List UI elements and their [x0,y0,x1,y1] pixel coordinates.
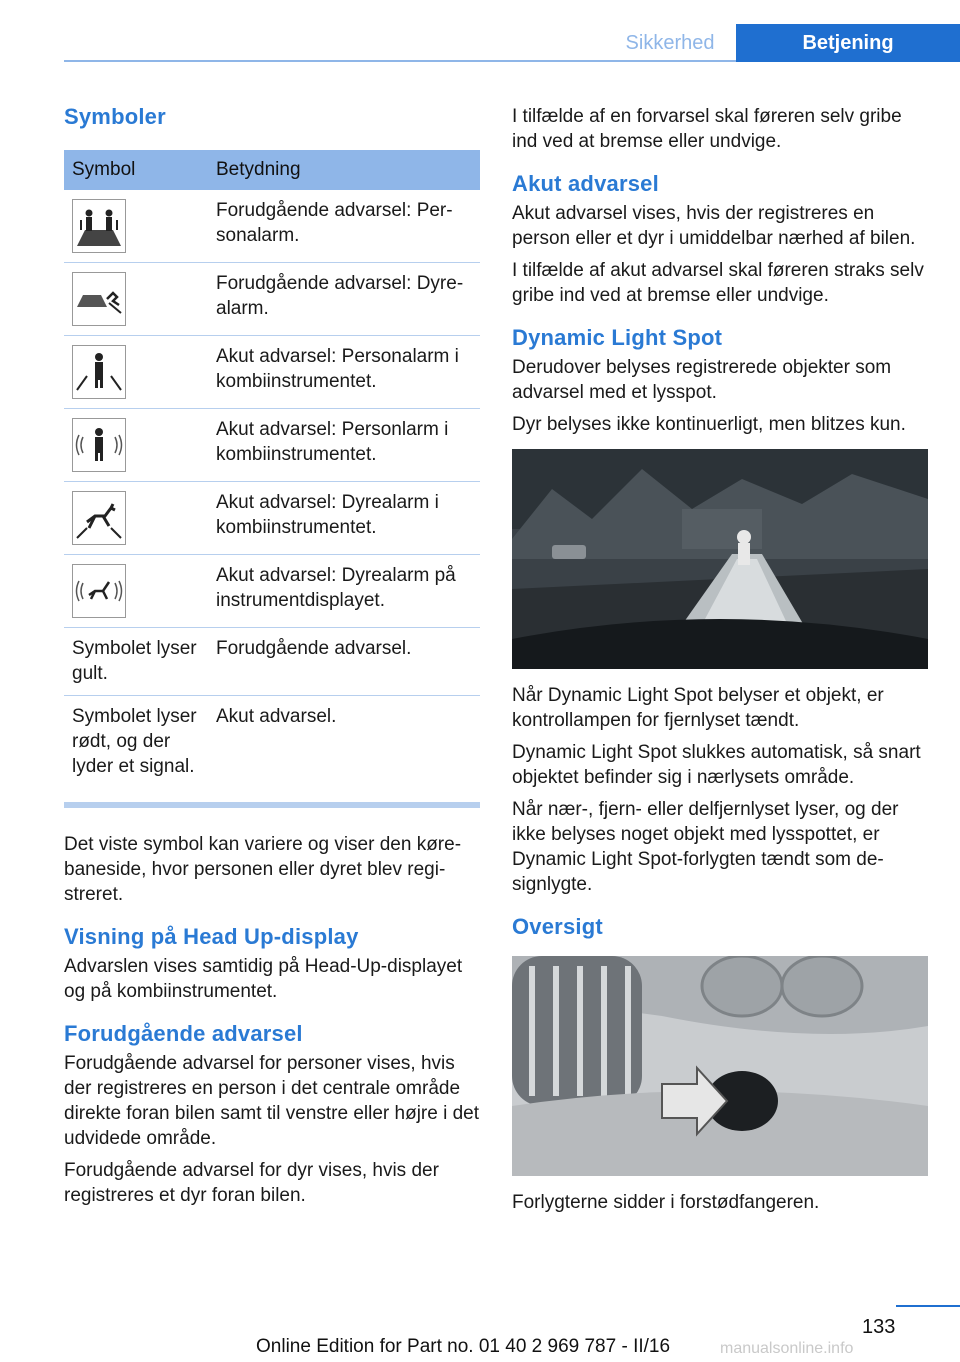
dls-p1: Derudover belyses registrerede objekter som advarsel med et lysspot. [512,357,892,403]
after-table-text: Det viste symbol kan variere og viser den kørebaneside, hvor personen eller dyret blev registreret. [64,834,462,905]
table-row [64,555,480,628]
front-bumper-photo [512,956,928,1176]
person-acute-warning-sound-icon [72,418,126,472]
meaning-cell: Akut advarsel. [216,706,337,727]
pre-warning-heading: Forudgående advarsel [64,1021,303,1046]
symbol-text-cell: Symbolet lyser gult. [64,628,208,696]
acute-p1: Akut advarsel vises, hvis der registreres en person eller et dyr i umiddelbar nærhed af bilen. [512,203,916,249]
pre-warning-p1: Forudgående advarsel for personer vises, hvis der registreres en person i det centrale område direkte foran bilen samt til venstre eller højre i det udvidede område. [64,1053,480,1149]
symbol-table [64,150,480,788]
footer-rule [896,1305,960,1307]
overview-caption: Forlygterne sidder i forstødfangeren. [512,1192,820,1213]
deer-acute-warning-sound-icon [72,564,126,618]
edition-text: Online Edition for Part no. 01 40 2 969 787 - II/16 [256,1336,671,1357]
hud-text: Advarslen vises samtidig på Head-Up-displayet og på kombiinstrumentet. [64,956,463,1002]
tab-sikkerhed[interactable]: Sikkerhed [625,32,715,54]
tab-betjening[interactable]: Betjening [736,24,960,62]
meaning-cell: Forudgående advarsel: Dyrealarm. [208,263,480,336]
night-road-photo [512,449,928,669]
meaning-cell: Akut advarsel: Personalarm i kombiinstrumentet. [208,336,480,409]
dls-p3: Når Dynamic Light Spot belyser et objekt, er kontrollampen for fjernlyset tændt. [512,685,884,731]
acute-p2: I tilfælde af akut advarsel skal føreren straks selv gribe ind ved at bremse eller undvige. [512,260,924,306]
acute-heading: Akut advarsel [512,171,659,196]
meaning-cell: Forudgående advarsel: Personalarm. [208,190,480,263]
person-acute-warning-icon [72,345,126,399]
right-column [512,96,928,1215]
animal-pre-warning-icon [72,272,126,326]
meaning-cell: Akut advarsel: Dyrealarm i kombiinstrumentet. [208,482,480,555]
pre-warning-p2: Forudgående advarsel for dyr vises, hvis der registreres et dyr foran bilen. [64,1160,439,1206]
hud-heading: Visning på Head Up-display [64,924,359,949]
table-header-meaning: Betydning [208,150,480,190]
meaning-cell: Akut advarsel: Personlarm i kombiinstrumentet. [208,409,480,482]
pedestrian-pre-warning-icon [72,199,126,253]
table-row [64,263,480,336]
symbol-text-cell: Symbolet lyser rødt, og der lyder et signal. [72,706,197,777]
table-row [64,628,480,696]
table-row [64,336,480,409]
overview-heading: Oversigt [512,914,603,939]
table-header-row [64,150,480,190]
table-header-symbol: Symbol [64,150,208,190]
dls-p4: Dynamic Light Spot slukkes automatisk, så snart objektet befinder sig i nærlysets område. [512,742,921,788]
left-column [64,96,480,1208]
table-row [64,482,480,555]
deer-acute-warning-icon [72,491,126,545]
table-end-rule [64,802,480,808]
table-row [64,696,480,789]
dls-p5: Når nær-, fjern- eller delfjernlyset lyser, og der ikke belyses noget objekt med lysspottet, er Dynamic Light Spot-forlygten tændt som designlygte. [512,799,899,895]
meaning-cell: Forudgående advarsel. [208,628,480,696]
dls-heading: Dynamic Light Spot [512,325,723,350]
watermark: manualsonline.info [720,1340,854,1357]
symbols-heading: Symboler [64,104,166,129]
intro-text: I tilfælde af en forvarsel skal føreren selv gribe ind ved at bremse eller undvige. [512,106,902,152]
meaning-cell: Akut advarsel: Dyrealarm på instrumentdisplayet. [208,555,480,628]
dls-p2: Dyr belyses ikke kontinuerligt, men blitzes kun. [512,414,906,435]
table-row [64,409,480,482]
table-row [64,190,480,263]
page-number: 133 [862,1316,896,1338]
